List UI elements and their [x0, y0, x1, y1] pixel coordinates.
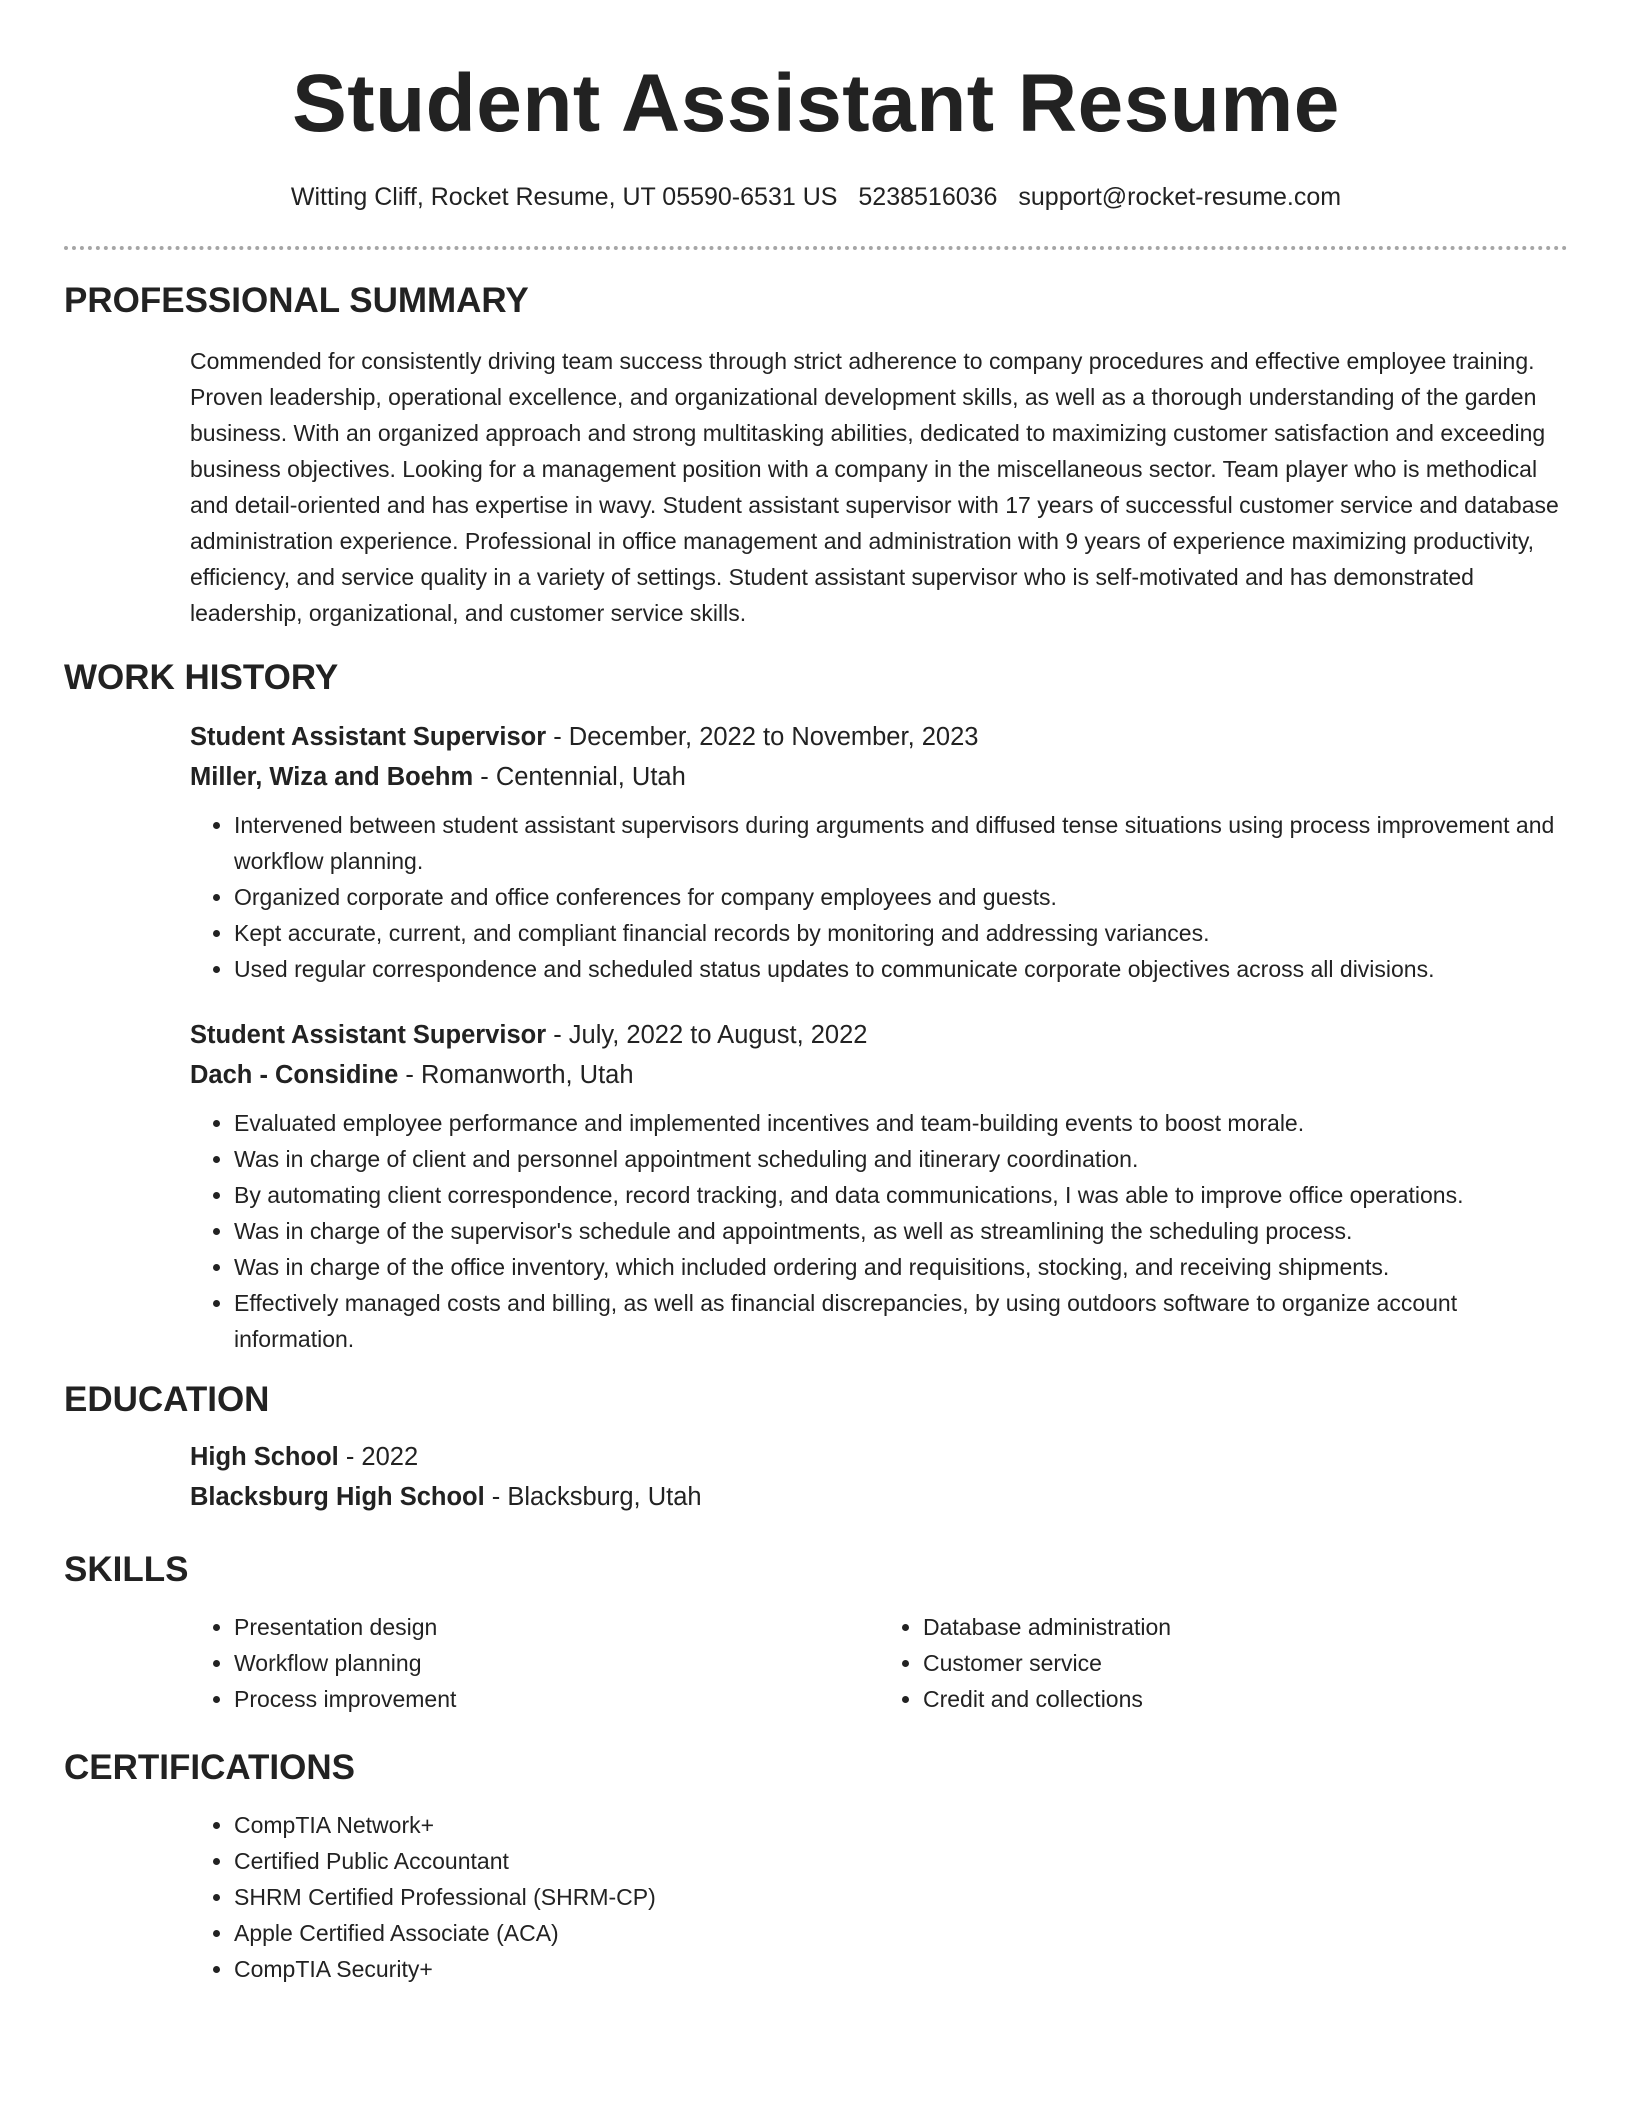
job-bullet: • By automating client correspondence, record tracking, and data communications, I was able to improve office operations. — [234, 1177, 1568, 1213]
education-heading: EDUCATION — [64, 1380, 270, 1419]
job-company-line — [190, 757, 1568, 797]
job-location: - Romanworth, Utah — [398, 1061, 634, 1089]
certifications-list — [190, 1807, 1568, 1987]
job-bullet: • Was in charge of client and personnel appointment scheduling and itinerary coordination. — [234, 1141, 1568, 1177]
education-location: - Blacksburg, Utah — [484, 1483, 702, 1511]
job-bullet: • Evaluated employee performance and implemented incentives and team-building events to boost morale. — [234, 1105, 1568, 1141]
certifications-section — [190, 1807, 1568, 1987]
certification-item: • SHRM Certified Professional (SHRM-CP) — [234, 1879, 1568, 1915]
certification-item: • Apple Certified Associate (ACA) — [234, 1915, 1568, 1951]
education-school-line — [190, 1477, 1568, 1517]
skills-list-right — [879, 1609, 1568, 1717]
education-school: Blacksburg High School — [190, 1483, 485, 1511]
job-dates: - July, 2022 to August, 2022 — [546, 1021, 868, 1049]
skill-item: • Workflow planning — [234, 1645, 879, 1681]
summary-heading: PROFESSIONAL SUMMARY — [64, 281, 529, 320]
job-bullets — [190, 807, 1568, 987]
job-title: Student Assistant Supervisor — [190, 723, 547, 751]
skill-item: • Credit and collections — [923, 1681, 1568, 1717]
job-bullet: • Was in charge of the office inventory, which included ordering and requisitions, stocking, and receiving shipments. — [234, 1249, 1568, 1285]
resume-title: Student Assistant Resume — [292, 58, 1340, 149]
education-degree-line — [190, 1437, 1568, 1477]
contact-phone: 5238516036 — [858, 183, 998, 211]
job-title: Student Assistant Supervisor — [190, 1021, 547, 1049]
job-company-line — [190, 1055, 1568, 1095]
skill-item: • Presentation design — [234, 1609, 879, 1645]
skill-item: • Customer service — [923, 1645, 1568, 1681]
skills-section — [190, 1609, 1568, 1717]
job-bullet: • Effectively managed costs and billing, as well as financial discrepancies, by using outdoors software to organize account information. — [234, 1285, 1568, 1357]
skills-heading: SKILLS — [64, 1550, 189, 1589]
skill-item: • Process improvement — [234, 1681, 879, 1717]
contact-email: support@rocket-resume.com — [1018, 183, 1342, 211]
summary-section — [190, 343, 1568, 631]
work-history-section — [190, 717, 1568, 1357]
job-bullet: • Organized corporate and office conferences for company employees and guests. — [234, 879, 1568, 915]
education-section — [190, 1437, 1568, 1517]
job-bullets — [190, 1105, 1568, 1357]
job-dates: - December, 2022 to November, 2023 — [546, 723, 979, 751]
job-entry — [190, 1015, 1568, 1357]
header-divider — [64, 246, 1568, 250]
job-title-line — [190, 1015, 1568, 1055]
skills-grid — [190, 1609, 1568, 1717]
contact-address: Witting Cliff, Rocket Resume, UT 05590-6531 US — [290, 183, 838, 211]
certifications-heading: CERTIFICATIONS — [64, 1748, 356, 1787]
skills-list-left — [190, 1609, 879, 1717]
contact-line — [64, 182, 1568, 212]
job-location: - Centennial, Utah — [473, 763, 686, 791]
certification-item: • CompTIA Security+ — [234, 1951, 1568, 1987]
job-company: Miller, Wiza and Boehm — [190, 763, 474, 791]
job-bullet: • Kept accurate, current, and compliant financial records by monitoring and addressing variances. — [234, 915, 1568, 951]
job-bullet: • Intervened between student assistant supervisors during arguments and diffused tense situations using process improvement and workflow planning. — [234, 807, 1568, 879]
certification-item: • Certified Public Accountant — [234, 1843, 1568, 1879]
education-degree: High School — [190, 1443, 339, 1471]
resume-page — [64, 0, 1568, 1987]
certification-item: • CompTIA Network+ — [234, 1807, 1568, 1843]
job-bullet: • Used regular correspondence and scheduled status updates to communicate corporate objectives across all divisions. — [234, 951, 1568, 987]
work-history-heading: WORK HISTORY — [64, 658, 339, 697]
job-company: Dach - Considine — [190, 1061, 399, 1089]
job-bullet: • Was in charge of the supervisor's schedule and appointments, as well as streamlining the scheduling process. — [234, 1213, 1568, 1249]
summary-text: Commended for consistently driving team success through strict adherence to company procedures and effective employee training. Proven leadership, operational excellence, and organizational development skills, as well as a thorough understanding of the garden business. With an organized approach and strong multitasking abilities, dedicated to maximizing customer satisfaction and exceeding business objectives. Looking for a management position with a company in the miscellaneous sector. Team player who is methodical and detail-oriented and has expertise in wavy. Student assistant supervisor with 17 years of successful customer service and database administration experience. Professional in office management and administration with 9 years of experience maximizing productivity, efficiency, and service quality in a variety of settings. Student assistant supervisor who is self-motivated and has demonstrated leadership, organizational, and customer service skills. — [190, 348, 1559, 626]
skill-item: • Database administration — [923, 1609, 1568, 1645]
education-year: - 2022 — [338, 1443, 419, 1471]
job-title-line — [190, 717, 1568, 757]
job-entry — [190, 717, 1568, 987]
